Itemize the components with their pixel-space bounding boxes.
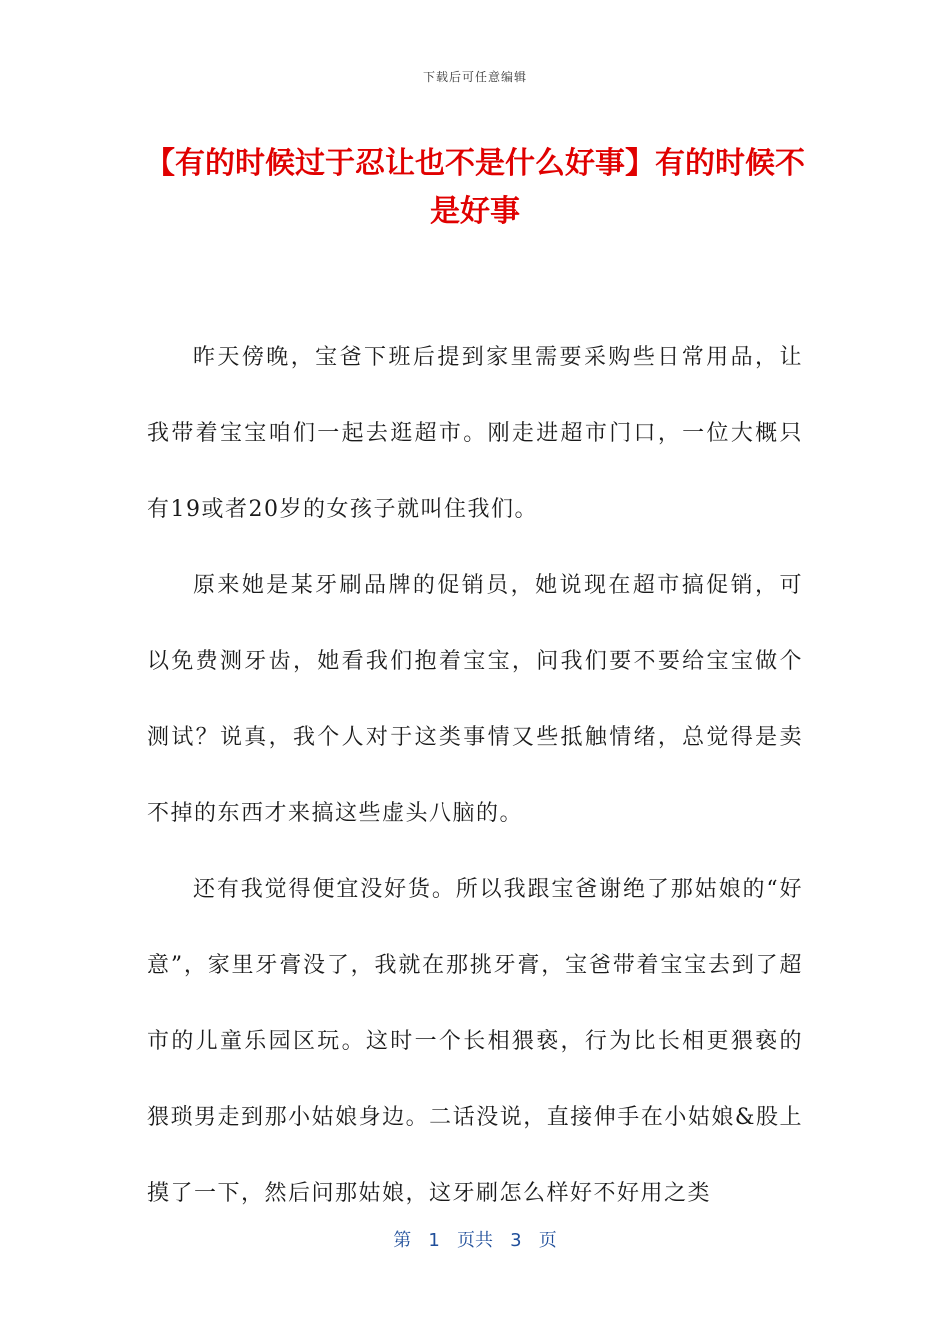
footer-middle: 页共 <box>457 1230 493 1251</box>
paragraph-2: 原来她是某牙刷品牌的促销员，她说现在超市搞促销，可以免费测牙齿，她看我们抱着宝宝，问我们要不要给宝宝做个测试？说真，我个人对于这类事情又些抵触情绪，总觉得是卖不掉的东西才来搞这些虚头八脑的。 <box>147 573 803 826</box>
paragraph-3: 还有我觉得便宜没好货。所以我跟宝爸谢绝了那姑娘的“好意”，家里牙膏没了，我就在那挑牙膏，宝爸带着宝宝去到了超市的儿童乐园区玩。这时一个长相猥亵，行为比长相更猥亵的猥琐男走到那小姑娘身边。二话没说，直接伸手在小姑娘&股上摸了一下，然后问那姑娘，这牙刷怎么样好不好用之类 <box>147 877 803 1206</box>
footer-suffix: 页 <box>538 1230 557 1251</box>
page-footer <box>0 1226 950 1252</box>
footer-total-pages: 3 <box>510 1230 522 1251</box>
paragraph-1: 昨天傍晚，宝爸下班后提到家里需要采购些日常用品，让我带着宝宝咱们一起去逛超市。刚走进超市门口，一位大概只有19或者20岁的女孩子就叫住我们。 <box>147 345 803 522</box>
document-body <box>147 320 803 1232</box>
document-title: 【有的时候过于忍让也不是什么好事】有的时候不是好事 <box>145 146 805 229</box>
footer-current-page: 1 <box>428 1230 440 1251</box>
header-note: 下载后可任意编辑 <box>422 70 527 84</box>
footer-prefix: 第 <box>393 1230 412 1251</box>
